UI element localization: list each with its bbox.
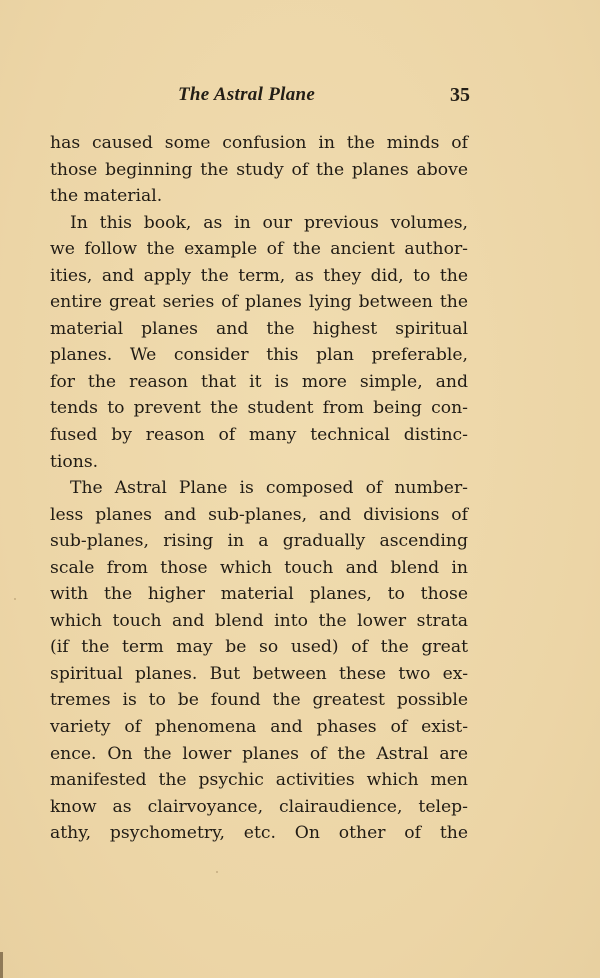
text-line: spiritual planes. But between these two ex- [50, 663, 468, 684]
page-number: 35 [450, 84, 470, 106]
text-line: scale from those which touch and blend in [50, 557, 468, 578]
paper-speck [14, 598, 16, 600]
text-line: which touch and blend into the lower strata [50, 610, 468, 631]
text-line: tremes is to be found the greatest possible [50, 690, 468, 711]
text-line: variety of phenomena and phases of exist- [50, 717, 468, 738]
text-line: athy, psychometry, etc. On other of the [50, 823, 468, 844]
text-line: ities, and apply the term, as they did, to the [50, 265, 468, 286]
running-header [50, 84, 470, 114]
text-line: planes. We consider this plan preferable, [50, 345, 468, 366]
text-line: tions. [50, 451, 99, 472]
text-line: (if the term may be so used) of the great [50, 637, 468, 658]
text-line: those beginning the study of the planes above [50, 159, 468, 180]
running-title: The Astral Plane [178, 84, 316, 105]
paper-speck [216, 871, 218, 873]
text-line: less planes and sub-planes, and divisions of [50, 504, 468, 525]
text-line: manifested the psychic activities which men [50, 770, 468, 791]
text-line: sub-planes, rising in a gradually ascending [50, 531, 468, 552]
body-text [50, 130, 468, 847]
text-line: material planes and the highest spiritual [50, 318, 468, 339]
text-line: In this book, as in our previous volumes, [70, 212, 468, 233]
text-line: know as clairvoyance, clairaudience, telep- [50, 796, 468, 817]
text-line: tends to prevent the student from being con- [50, 398, 468, 419]
text-line: ence. On the lower planes of the Astral are [50, 743, 468, 764]
text-line: the material. [50, 186, 163, 207]
text-line: we follow the example of the ancient author- [50, 239, 468, 260]
text-line: has caused some confusion in the minds of [50, 133, 468, 153]
text-line: fused by reason of many technical distinc- [50, 425, 468, 446]
text-line: entire great series of planes lying between the [50, 292, 468, 313]
page-edge-mark [0, 952, 3, 978]
text-line: for the reason that it is more simple, and [50, 371, 468, 392]
text-line: with the higher material planes, to those [50, 584, 468, 605]
text-line: The Astral Plane is composed of number- [70, 478, 468, 499]
